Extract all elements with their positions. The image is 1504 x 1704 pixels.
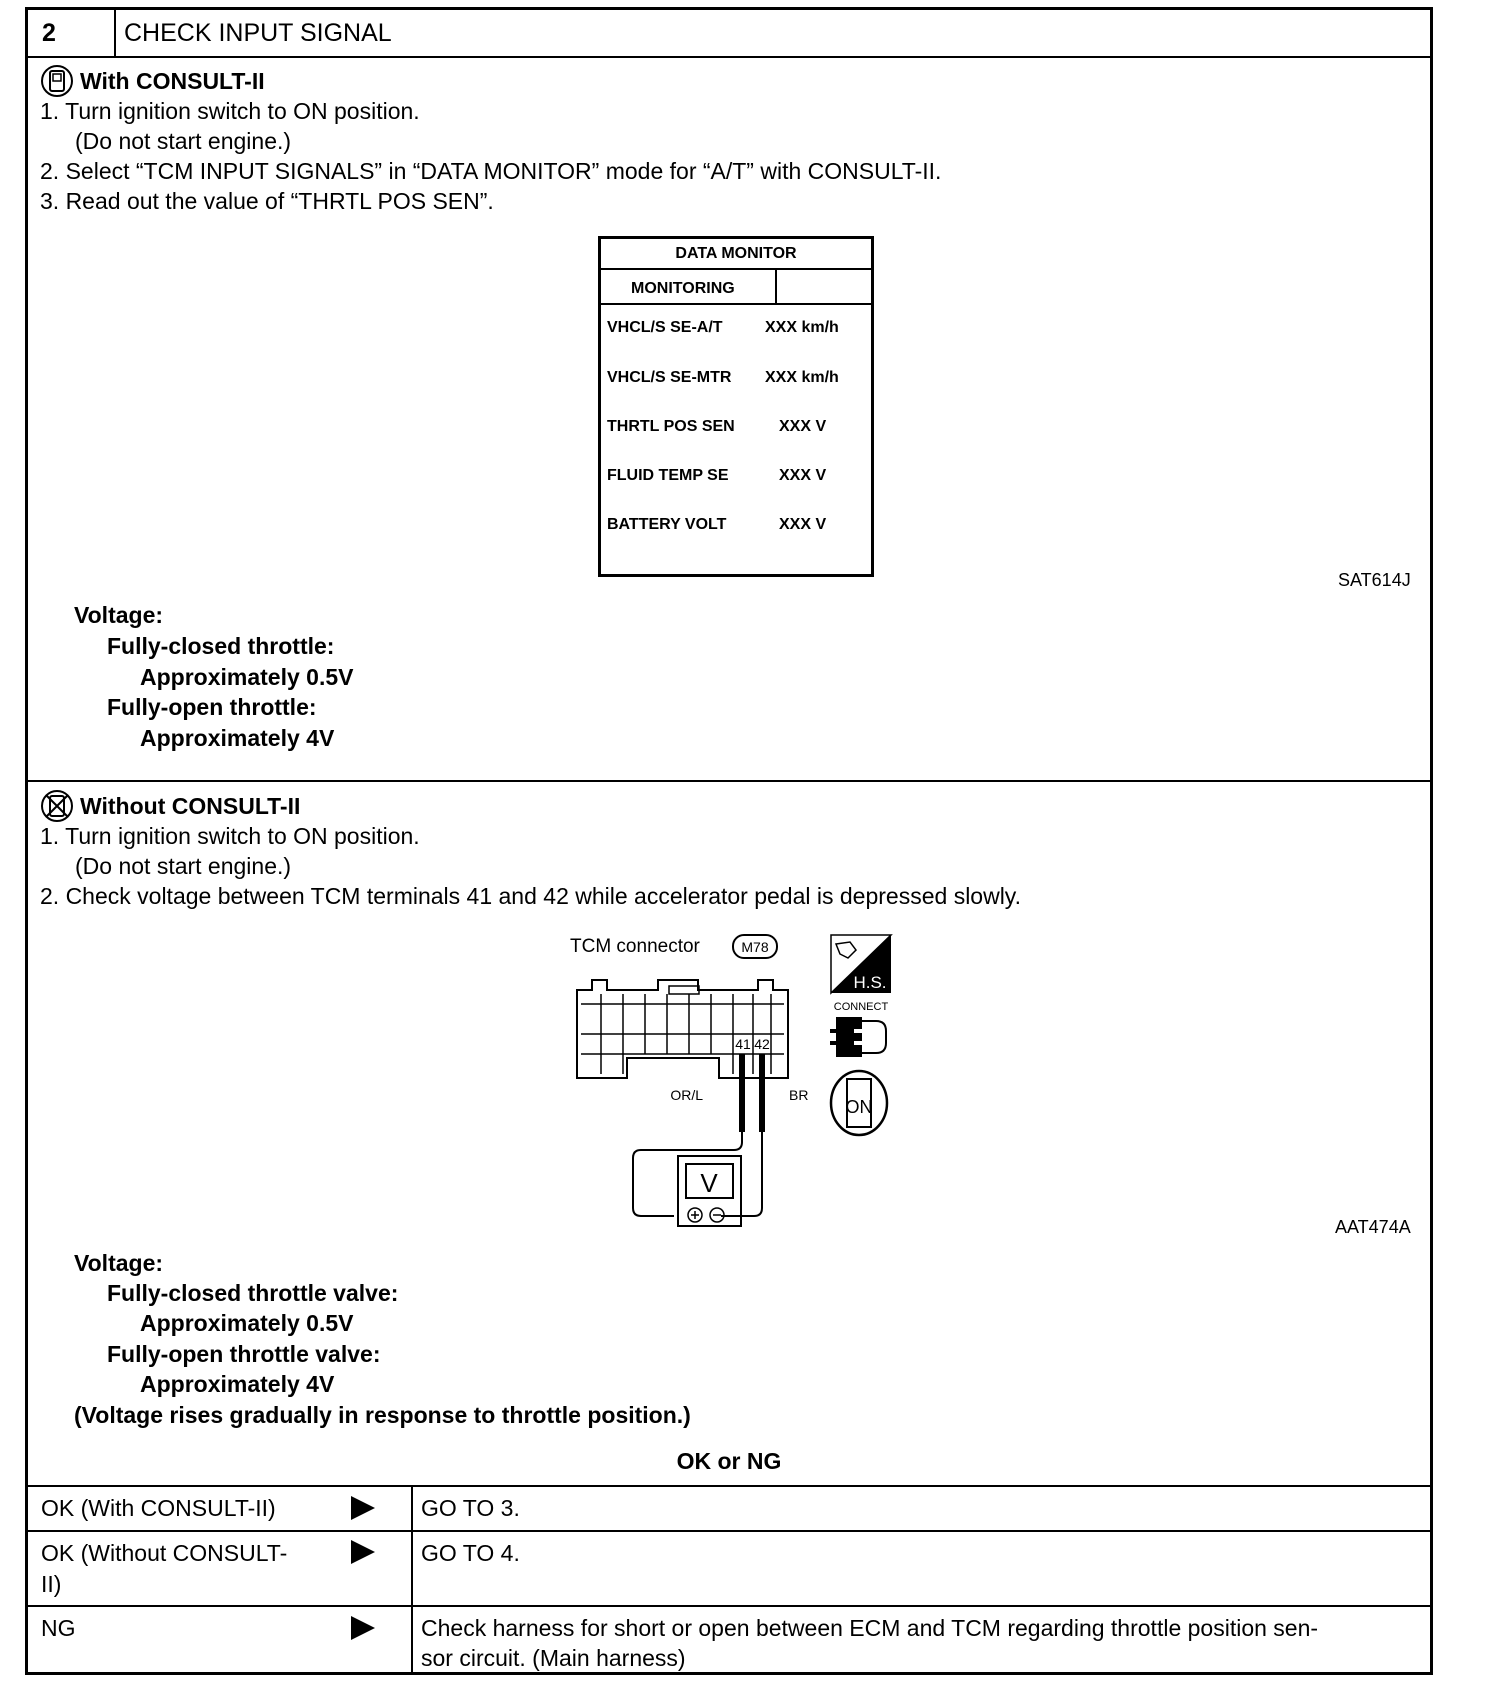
section-divider: [28, 780, 1430, 782]
result-status: OK (Without CONSULT-: [41, 1540, 288, 1566]
result-col-divider: [411, 1485, 413, 1675]
result-action: GO TO 4.: [421, 1540, 520, 1566]
connector-latch: [669, 986, 699, 994]
result-row-divider: [28, 1530, 1430, 1532]
voltage-value: Approximately 0.5V: [140, 1310, 354, 1336]
result-status-cont: II): [41, 1571, 62, 1597]
result-action-cont: sor circuit. (Main harness): [421, 1645, 686, 1671]
voltage-label: Voltage:: [74, 1250, 164, 1276]
arrow-icon: [351, 1616, 375, 1640]
monitor-divider: [601, 303, 871, 305]
figure-code: AAT474A: [1335, 1217, 1411, 1237]
step-header: [28, 10, 1430, 58]
pin-41-label: 41: [735, 1036, 751, 1052]
monitor-row-value: XXX V: [779, 418, 827, 435]
with-step-1: 1. Turn ignition switch to ON position.: [40, 98, 420, 124]
probe-41: [739, 1054, 745, 1132]
arrow-icon: [351, 1496, 375, 1520]
wire-orl-label: OR/L: [670, 1087, 703, 1103]
result-status: NG: [41, 1615, 76, 1641]
voltage-condition: Fully-open throttle:: [107, 694, 317, 720]
connector-label: TCM connector: [570, 936, 700, 957]
result-row-divider: [28, 1485, 1430, 1487]
harness-side-icon: [828, 932, 894, 996]
monitor-row-label: VHCL/S SE-MTR: [607, 369, 732, 386]
with-step-3: 3. Read out the value of “THRTL POS SEN”.: [40, 188, 494, 214]
monitor-row-value: XXX V: [779, 467, 827, 484]
consult-icon: [40, 64, 74, 98]
no-consult-icon: [40, 789, 74, 823]
voltage-condition: Fully-closed throttle valve:: [107, 1280, 399, 1306]
wire-positive: [633, 1132, 742, 1216]
voltage-value: Approximately 0.5V: [140, 664, 354, 690]
monitor-row-value: XXX km/h: [765, 319, 839, 336]
with-consult-heading: With CONSULT-II: [80, 68, 265, 94]
monitor-col-divider: [775, 268, 777, 304]
ignition-key-icon: [823, 1067, 893, 1139]
connector-id: M78: [741, 939, 769, 955]
monitor-row-value: XXX km/h: [765, 369, 839, 386]
pin-42-label: 42: [754, 1036, 770, 1052]
wire-br-label: BR: [789, 1087, 809, 1103]
connect-icon: [828, 999, 894, 1065]
voltage-label: Voltage:: [74, 602, 164, 628]
key-on-label: ON: [845, 1097, 873, 1117]
voltage-note: (Voltage rises gradually in response to throttle position.): [74, 1402, 691, 1428]
result-row-divider: [28, 1605, 1430, 1607]
voltage-condition: Fully-closed throttle:: [107, 633, 335, 659]
voltage-value: Approximately 4V: [140, 725, 335, 751]
voltage-condition: Fully-open throttle valve:: [107, 1341, 381, 1367]
figure-code: SAT614J: [1338, 570, 1411, 590]
result-status: OK (With CONSULT-II): [41, 1495, 276, 1521]
result-action: Check harness for short or open between ECM and TCM regarding throttle position sen-: [421, 1615, 1319, 1641]
with-step-2: 2. Select “TCM INPUT SIGNALS” in “DATA MONITOR” mode for “A/T” with CONSULT-II.: [40, 158, 942, 184]
monitor-row-value: XXX V: [779, 516, 827, 533]
connector-grid: [581, 994, 784, 1074]
monitor-row-label: BATTERY VOLT: [607, 516, 727, 533]
voltage-value: Approximately 4V: [140, 1371, 335, 1397]
result-action: GO TO 3.: [421, 1495, 520, 1521]
header-divider: [114, 10, 116, 56]
without-step-2: 2. Check voltage between TCM terminals 41 and 42 while accelerator pedal is depressed slowly.: [40, 883, 1021, 909]
monitor-subtitle: MONITORING: [631, 280, 735, 297]
monitor-row-label: THRTL POS SEN: [607, 418, 735, 435]
monitor-title: DATA MONITOR: [675, 245, 797, 262]
without-step-1-note: (Do not start engine.): [75, 853, 292, 879]
data-monitor-screen: [598, 236, 874, 577]
procedure-table: [25, 7, 1433, 1675]
voltmeter-symbol: V: [700, 1168, 718, 1198]
probe-42: [759, 1054, 765, 1132]
hs-label: H.S.: [853, 973, 887, 992]
with-step-1-note: (Do not start engine.): [75, 128, 292, 154]
monitor-row-label: FLUID TEMP SE: [607, 467, 729, 484]
connect-label: CONNECT: [833, 1001, 889, 1013]
ok-ng-heading: OK or NG: [676, 1448, 782, 1474]
step-number: 2: [42, 19, 56, 47]
monitor-row-label: VHCL/S SE-A/T: [607, 319, 723, 336]
arrow-icon: [351, 1540, 375, 1564]
monitor-divider: [601, 268, 871, 270]
step-title: CHECK INPUT SIGNAL: [124, 19, 392, 47]
without-consult-heading: Without CONSULT-II: [80, 793, 301, 819]
without-step-1: 1. Turn ignition switch to ON position.: [40, 823, 420, 849]
